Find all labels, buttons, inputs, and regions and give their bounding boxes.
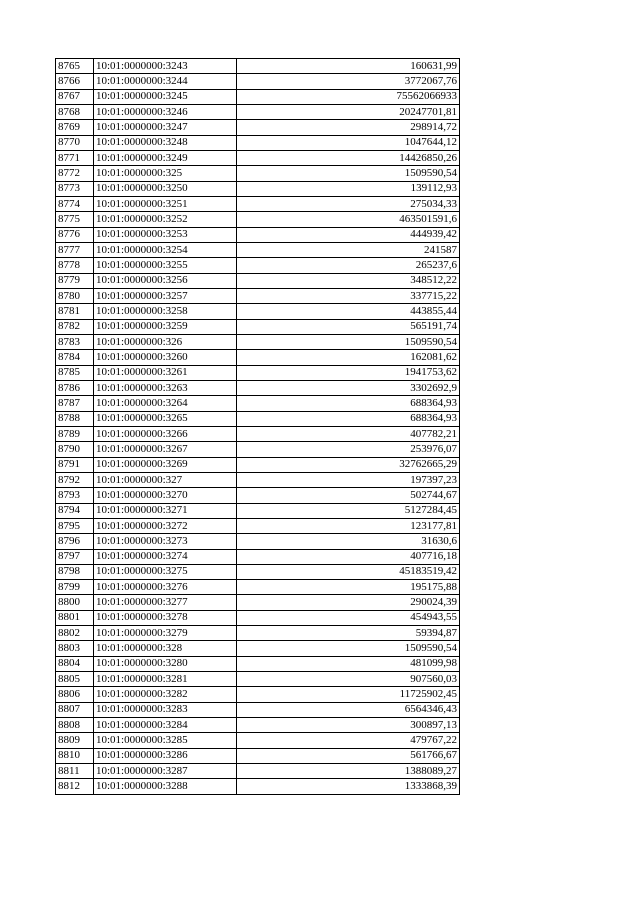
value-cell: 20247701,81 xyxy=(237,104,460,119)
value-cell: 443855,44 xyxy=(237,304,460,319)
row-number-cell: 8804 xyxy=(56,656,94,671)
cadastral-code-cell: 10:01:0000000:327 xyxy=(94,472,237,487)
value-cell: 195175,88 xyxy=(237,580,460,595)
row-number-cell: 8772 xyxy=(56,166,94,181)
row-number-cell: 8809 xyxy=(56,733,94,748)
value-cell: 561766,67 xyxy=(237,748,460,763)
cadastral-code-cell: 10:01:0000000:3275 xyxy=(94,564,237,579)
value-cell: 1509590,54 xyxy=(237,334,460,349)
value-cell: 565191,74 xyxy=(237,319,460,334)
cadastral-code-cell: 10:01:0000000:3274 xyxy=(94,549,237,564)
value-cell: 75562066933 xyxy=(237,89,460,104)
table-row xyxy=(56,304,460,319)
row-number-cell: 8806 xyxy=(56,687,94,702)
cadastral-code-cell: 10:01:0000000:3284 xyxy=(94,718,237,733)
value-cell: 502744,67 xyxy=(237,488,460,503)
cadastral-code-cell: 10:01:0000000:3254 xyxy=(94,242,237,257)
table-body xyxy=(56,59,460,795)
value-cell: 1509590,54 xyxy=(237,166,460,181)
cadastral-code-cell: 10:01:0000000:3249 xyxy=(94,150,237,165)
value-cell: 31630,6 xyxy=(237,534,460,549)
value-cell: 1941753,62 xyxy=(237,365,460,380)
row-number-cell: 8795 xyxy=(56,518,94,533)
table-row xyxy=(56,488,460,503)
table-row xyxy=(56,779,460,794)
cadastral-code-cell: 10:01:0000000:3243 xyxy=(94,59,237,74)
cadastral-code-cell: 10:01:0000000:3246 xyxy=(94,104,237,119)
row-number-cell: 8779 xyxy=(56,273,94,288)
value-cell: 162081,62 xyxy=(237,350,460,365)
table-row xyxy=(56,212,460,227)
value-cell: 241587 xyxy=(237,242,460,257)
cadastral-code-cell: 10:01:0000000:3288 xyxy=(94,779,237,794)
row-number-cell: 8797 xyxy=(56,549,94,564)
value-cell: 45183519,42 xyxy=(237,564,460,579)
cadastral-code-cell: 10:01:0000000:3259 xyxy=(94,319,237,334)
table-row xyxy=(56,89,460,104)
value-cell: 454943,55 xyxy=(237,610,460,625)
value-cell: 463501591,6 xyxy=(237,212,460,227)
cadastral-code-cell: 10:01:0000000:3257 xyxy=(94,288,237,303)
row-number-cell: 8785 xyxy=(56,365,94,380)
value-cell: 688364,93 xyxy=(237,396,460,411)
cadastral-code-cell: 10:01:0000000:3271 xyxy=(94,503,237,518)
value-cell: 300897,13 xyxy=(237,718,460,733)
cadastral-code-cell: 10:01:0000000:325 xyxy=(94,166,237,181)
table-row xyxy=(56,595,460,610)
row-number-cell: 8798 xyxy=(56,564,94,579)
row-number-cell: 8793 xyxy=(56,488,94,503)
row-number-cell: 8812 xyxy=(56,779,94,794)
table-row xyxy=(56,242,460,257)
table-row xyxy=(56,135,460,150)
row-number-cell: 8803 xyxy=(56,641,94,656)
cadastral-code-cell: 10:01:0000000:3248 xyxy=(94,135,237,150)
value-cell: 32762665,29 xyxy=(237,457,460,472)
cadastral-code-cell: 10:01:0000000:3279 xyxy=(94,626,237,641)
value-cell: 11725902,45 xyxy=(237,687,460,702)
table-row xyxy=(56,181,460,196)
value-cell: 407716,18 xyxy=(237,549,460,564)
cadastral-code-cell: 10:01:0000000:3247 xyxy=(94,120,237,135)
cadastral-code-cell: 10:01:0000000:3267 xyxy=(94,442,237,457)
table-row xyxy=(56,503,460,518)
table-row xyxy=(56,549,460,564)
row-number-cell: 8808 xyxy=(56,718,94,733)
table-row xyxy=(56,196,460,211)
cadastral-code-cell: 10:01:0000000:3251 xyxy=(94,196,237,211)
table-row xyxy=(56,702,460,717)
row-number-cell: 8775 xyxy=(56,212,94,227)
cadastral-code-cell: 10:01:0000000:3265 xyxy=(94,411,237,426)
row-number-cell: 8780 xyxy=(56,288,94,303)
row-number-cell: 8769 xyxy=(56,120,94,135)
table-row xyxy=(56,748,460,763)
value-cell: 14426850,26 xyxy=(237,150,460,165)
value-cell: 197397,23 xyxy=(237,472,460,487)
table-row xyxy=(56,718,460,733)
table-row xyxy=(56,610,460,625)
table-row xyxy=(56,380,460,395)
cadastral-code-cell: 10:01:0000000:3280 xyxy=(94,656,237,671)
value-cell: 139112,93 xyxy=(237,181,460,196)
table-row xyxy=(56,534,460,549)
table-row xyxy=(56,672,460,687)
cadastral-code-cell: 10:01:0000000:3277 xyxy=(94,595,237,610)
cadastral-code-cell: 10:01:0000000:3245 xyxy=(94,89,237,104)
cadastral-code-cell: 10:01:0000000:328 xyxy=(94,641,237,656)
cadastral-code-cell: 10:01:0000000:3286 xyxy=(94,748,237,763)
table-row xyxy=(56,365,460,380)
value-cell: 1333868,39 xyxy=(237,779,460,794)
row-number-cell: 8796 xyxy=(56,534,94,549)
value-cell: 3302692,9 xyxy=(237,380,460,395)
row-number-cell: 8810 xyxy=(56,748,94,763)
value-cell: 481099,98 xyxy=(237,656,460,671)
row-number-cell: 8807 xyxy=(56,702,94,717)
table-row xyxy=(56,426,460,441)
cadastral-code-cell: 10:01:0000000:3252 xyxy=(94,212,237,227)
table-row xyxy=(56,626,460,641)
cadastral-code-cell: 10:01:0000000:3270 xyxy=(94,488,237,503)
row-number-cell: 8811 xyxy=(56,764,94,779)
row-number-cell: 8788 xyxy=(56,411,94,426)
value-cell: 160631,99 xyxy=(237,59,460,74)
cadastral-code-cell: 10:01:0000000:3287 xyxy=(94,764,237,779)
cadastral-code-cell: 10:01:0000000:3256 xyxy=(94,273,237,288)
row-number-cell: 8781 xyxy=(56,304,94,319)
value-cell: 123177,81 xyxy=(237,518,460,533)
data-table xyxy=(55,58,460,795)
value-cell: 275034,33 xyxy=(237,196,460,211)
value-cell: 1509590,54 xyxy=(237,641,460,656)
row-number-cell: 8800 xyxy=(56,595,94,610)
table-row xyxy=(56,396,460,411)
row-number-cell: 8783 xyxy=(56,334,94,349)
value-cell: 298914,72 xyxy=(237,120,460,135)
cadastral-code-cell: 10:01:0000000:3244 xyxy=(94,74,237,89)
cadastral-code-cell: 10:01:0000000:3272 xyxy=(94,518,237,533)
row-number-cell: 8786 xyxy=(56,380,94,395)
table-row xyxy=(56,273,460,288)
value-cell: 1047644,12 xyxy=(237,135,460,150)
row-number-cell: 8789 xyxy=(56,426,94,441)
cadastral-code-cell: 10:01:0000000:3276 xyxy=(94,580,237,595)
cadastral-code-cell: 10:01:0000000:3261 xyxy=(94,365,237,380)
value-cell: 253976,07 xyxy=(237,442,460,457)
cadastral-code-cell: 10:01:0000000:3269 xyxy=(94,457,237,472)
row-number-cell: 8766 xyxy=(56,74,94,89)
value-cell: 907560,03 xyxy=(237,672,460,687)
table-row xyxy=(56,564,460,579)
value-cell: 6564346,43 xyxy=(237,702,460,717)
cadastral-code-cell: 10:01:0000000:3260 xyxy=(94,350,237,365)
table-row xyxy=(56,580,460,595)
value-cell: 348512,22 xyxy=(237,273,460,288)
row-number-cell: 8768 xyxy=(56,104,94,119)
row-number-cell: 8782 xyxy=(56,319,94,334)
value-cell: 407782,21 xyxy=(237,426,460,441)
cadastral-code-cell: 10:01:0000000:3250 xyxy=(94,181,237,196)
row-number-cell: 8767 xyxy=(56,89,94,104)
cadastral-code-cell: 10:01:0000000:3273 xyxy=(94,534,237,549)
cadastral-code-cell: 10:01:0000000:3285 xyxy=(94,733,237,748)
table-row xyxy=(56,227,460,242)
value-cell: 479767,22 xyxy=(237,733,460,748)
row-number-cell: 8777 xyxy=(56,242,94,257)
row-number-cell: 8765 xyxy=(56,59,94,74)
table-row xyxy=(56,411,460,426)
row-number-cell: 8792 xyxy=(56,472,94,487)
row-number-cell: 8774 xyxy=(56,196,94,211)
cadastral-code-cell: 10:01:0000000:3258 xyxy=(94,304,237,319)
table-row xyxy=(56,59,460,74)
table-row xyxy=(56,442,460,457)
row-number-cell: 8787 xyxy=(56,396,94,411)
table-row xyxy=(56,687,460,702)
table-row xyxy=(56,104,460,119)
table-row xyxy=(56,641,460,656)
table-row xyxy=(56,518,460,533)
table-row xyxy=(56,733,460,748)
row-number-cell: 8805 xyxy=(56,672,94,687)
table-row xyxy=(56,288,460,303)
table-row xyxy=(56,334,460,349)
cadastral-code-cell: 10:01:0000000:3255 xyxy=(94,258,237,273)
row-number-cell: 8802 xyxy=(56,626,94,641)
row-number-cell: 8773 xyxy=(56,181,94,196)
table-row xyxy=(56,457,460,472)
table-row xyxy=(56,350,460,365)
cadastral-code-cell: 10:01:0000000:3278 xyxy=(94,610,237,625)
row-number-cell: 8791 xyxy=(56,457,94,472)
table-row xyxy=(56,166,460,181)
cadastral-code-cell: 10:01:0000000:3253 xyxy=(94,227,237,242)
table-row xyxy=(56,656,460,671)
cadastral-code-cell: 10:01:0000000:3266 xyxy=(94,426,237,441)
value-cell: 59394,87 xyxy=(237,626,460,641)
value-cell: 5127284,45 xyxy=(237,503,460,518)
value-cell: 3772067,76 xyxy=(237,74,460,89)
table-row xyxy=(56,120,460,135)
table-row xyxy=(56,472,460,487)
row-number-cell: 8801 xyxy=(56,610,94,625)
cadastral-code-cell: 10:01:0000000:3283 xyxy=(94,702,237,717)
row-number-cell: 8794 xyxy=(56,503,94,518)
cadastral-code-cell: 10:01:0000000:3264 xyxy=(94,396,237,411)
value-cell: 337715,22 xyxy=(237,288,460,303)
table-row xyxy=(56,74,460,89)
cadastral-code-cell: 10:01:0000000:3281 xyxy=(94,672,237,687)
value-cell: 1388089,27 xyxy=(237,764,460,779)
table-row xyxy=(56,319,460,334)
row-number-cell: 8771 xyxy=(56,150,94,165)
value-cell: 688364,93 xyxy=(237,411,460,426)
cadastral-code-cell: 10:01:0000000:326 xyxy=(94,334,237,349)
row-number-cell: 8790 xyxy=(56,442,94,457)
table-row xyxy=(56,150,460,165)
table-row xyxy=(56,258,460,273)
value-cell: 265237,6 xyxy=(237,258,460,273)
row-number-cell: 8784 xyxy=(56,350,94,365)
cadastral-code-cell: 10:01:0000000:3263 xyxy=(94,380,237,395)
row-number-cell: 8778 xyxy=(56,258,94,273)
value-cell: 290024,39 xyxy=(237,595,460,610)
table-row xyxy=(56,764,460,779)
value-cell: 444939,42 xyxy=(237,227,460,242)
row-number-cell: 8799 xyxy=(56,580,94,595)
row-number-cell: 8770 xyxy=(56,135,94,150)
cadastral-code-cell: 10:01:0000000:3282 xyxy=(94,687,237,702)
row-number-cell: 8776 xyxy=(56,227,94,242)
